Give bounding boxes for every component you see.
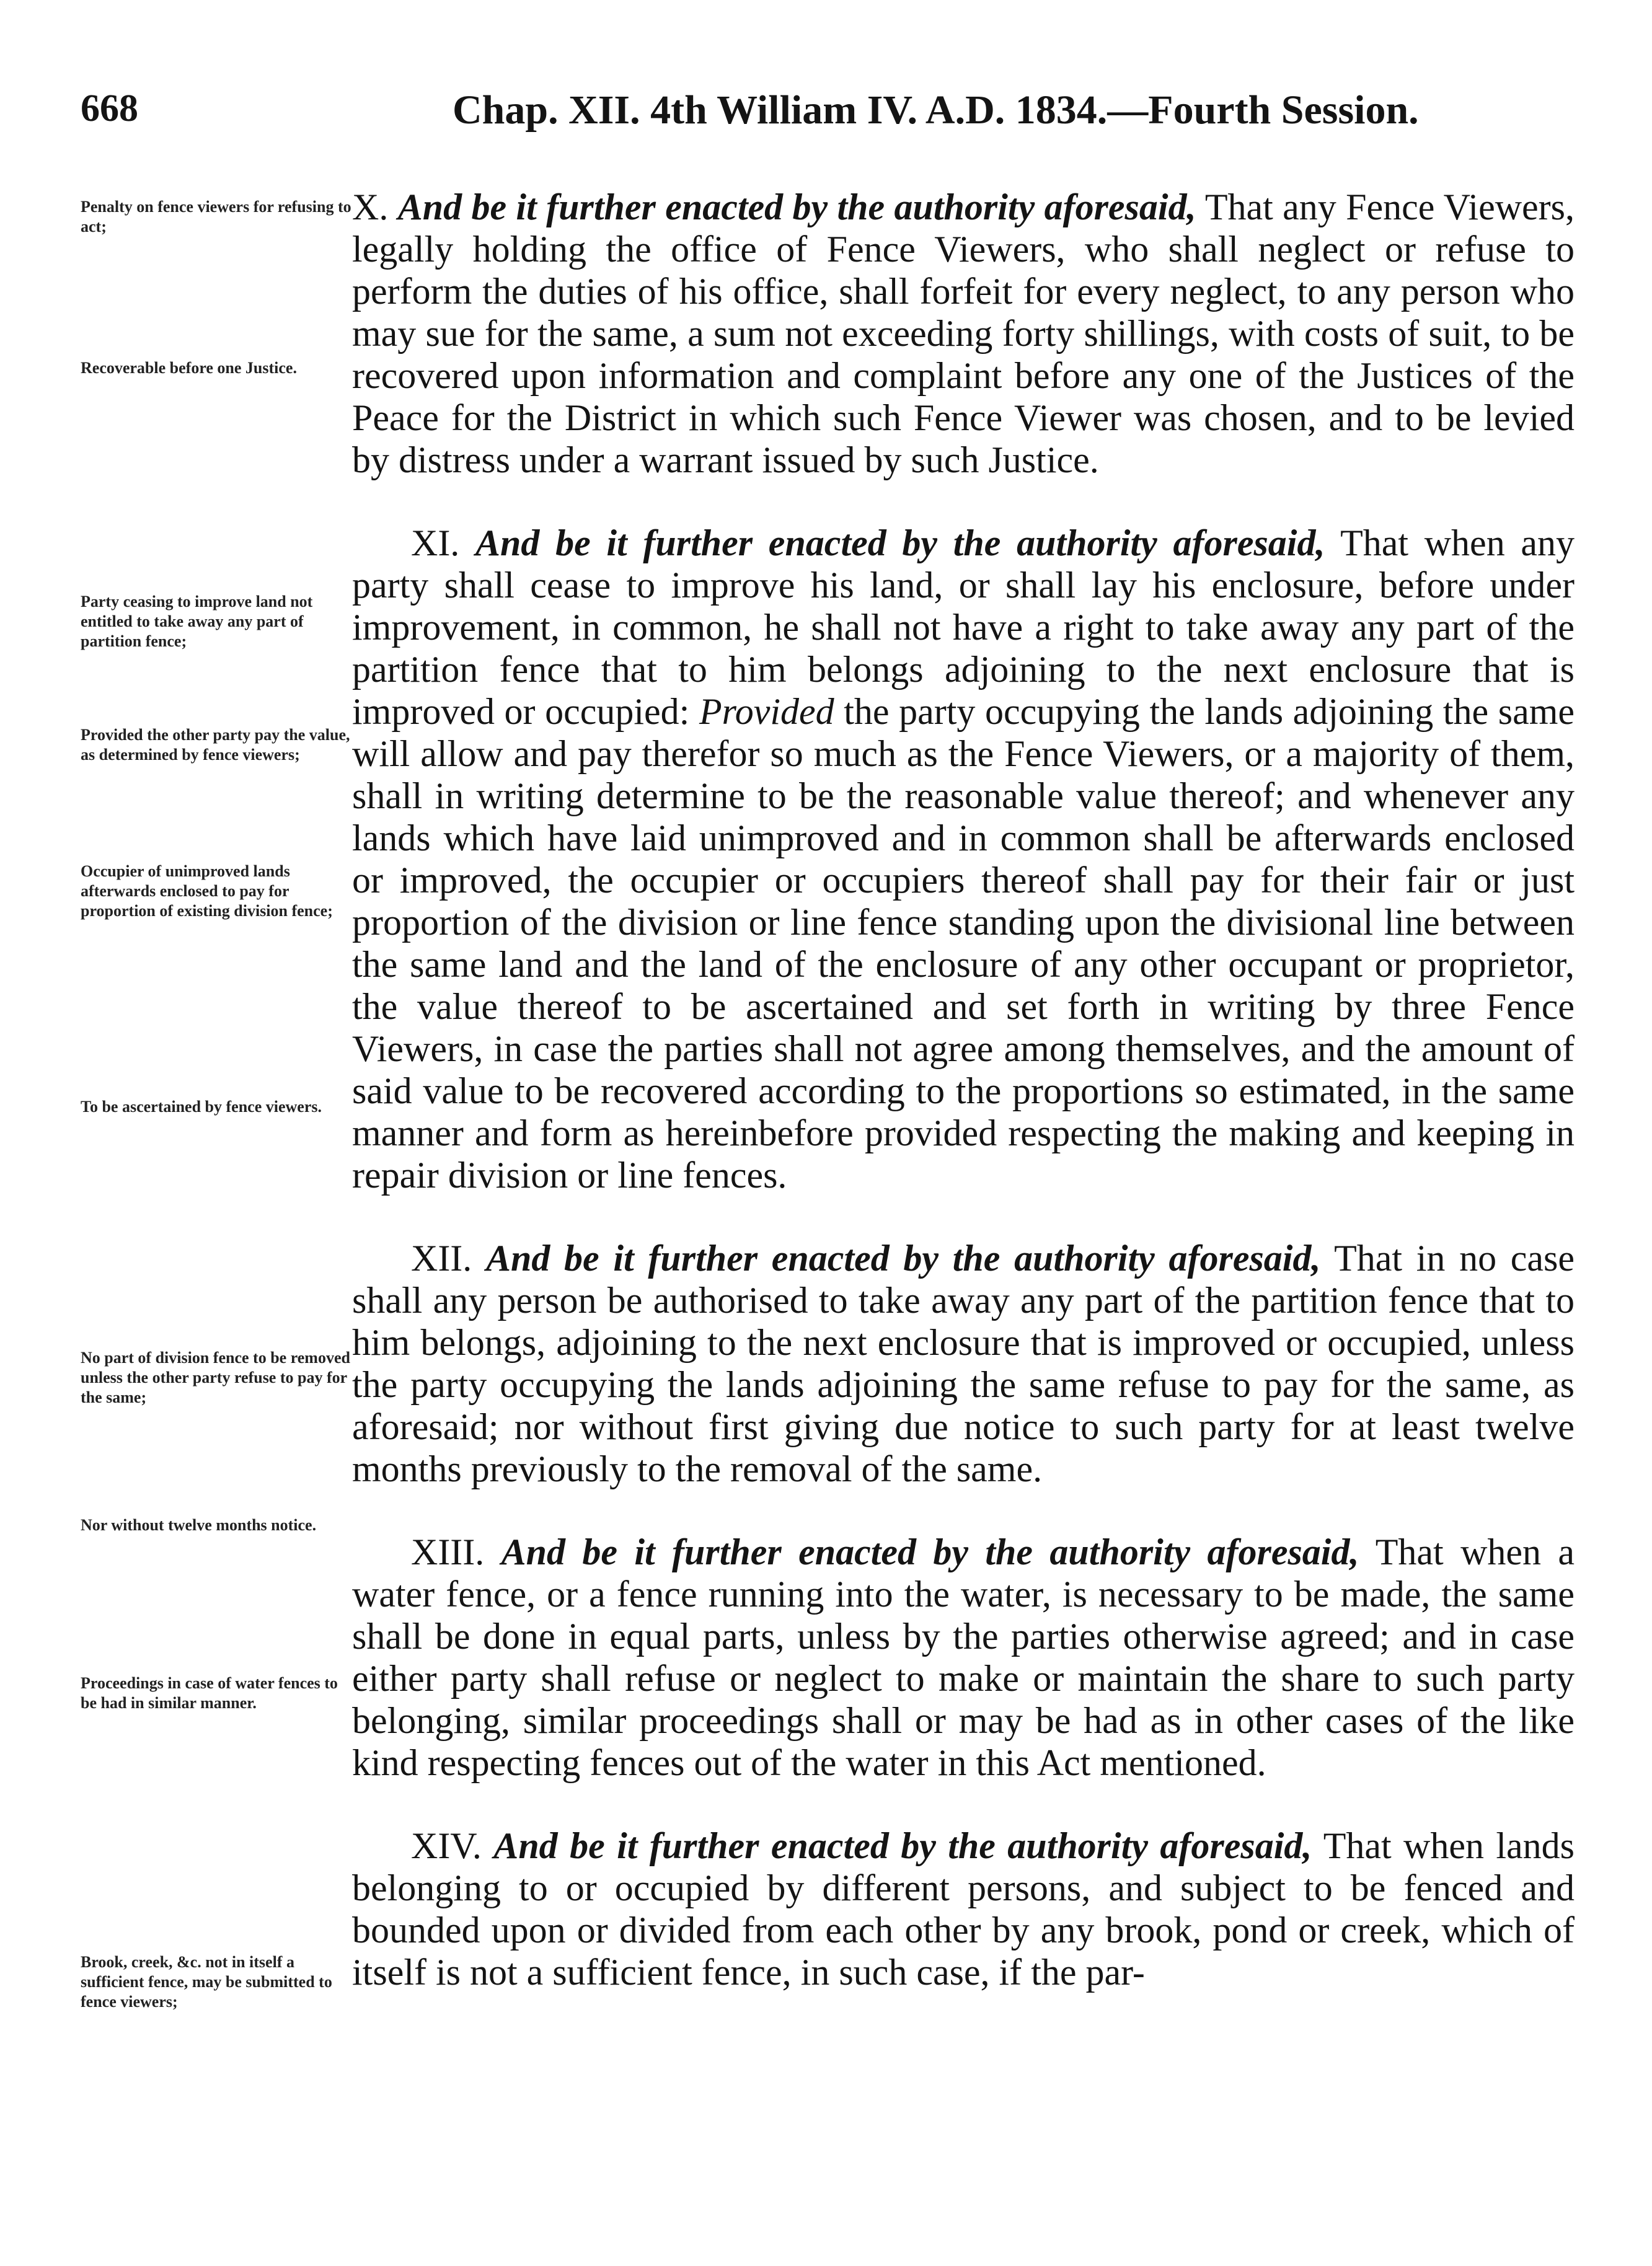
section-text-continued: the party occupying the lands adjoining the same will allow and pay therefor so much as the Fence Viewers, or a majority of them, shall in writing determine to be the reasonable value thereof; and whenever any lands which have laid unimproved and in common shall be afterwards enclosed or improved, the occupier or occupiers thereof shall pay for their fair or just proportion of the division or line fence standing upon the divisional line between the same land and the land of the enclosure of any other occupant or proprietor, the value thereof to be ascertained and set forth in writing by three Fence Viewers, in case the parties shall not agree among themselves, and the amount of said value to be recovered according to the proportions so estimated, in the same manner and form as hereinbefore provided respecting the making and keeping in repair division or line fences.: [352, 691, 1575, 1196]
enacting-clause: And be it further enacted by the authority aforesaid,: [475, 522, 1325, 563]
margin-note: To be ascertained by fence viewers.: [81, 1098, 322, 1116]
section-number: XI.: [411, 522, 460, 563]
section-x: [352, 186, 1575, 481]
running-head: Chap. XII. 4th William IV. A.D. 1834.—Fourth Session.: [453, 87, 1419, 133]
section-xi: [352, 522, 1575, 1196]
section-number: XIII.: [411, 1532, 485, 1572]
enacting-clause: And be it further enacted by the authority aforesaid,: [501, 1532, 1359, 1572]
margin-note: No part of division fence to be removed unless the other party refuse to pay for the same;: [81, 1349, 350, 1406]
margin-notes: [81, 0, 353, 2266]
margin-note: Proceedings in case of water fences to be had in similar manner.: [81, 1674, 338, 1712]
enacting-clause: And be it further enacted by the authority aforesaid,: [397, 187, 1196, 227]
margin-note: Recoverable before one Justice.: [81, 359, 297, 377]
enacting-clause: And be it further enacted by the authority aforesaid,: [485, 1238, 1321, 1279]
section-number: XII.: [411, 1238, 472, 1279]
section-text: That when lands belonging to or occupied by different persons, and subject to be fenced and bounded upon or divided from each other by any brook, pond or creek, which of itself is not a sufficient fence, in such case, if the par-: [352, 1825, 1575, 1993]
margin-note: Nor without twelve months notice.: [81, 1516, 317, 1534]
statute-body: [352, 186, 1575, 1993]
section-xiv: [352, 1825, 1575, 1993]
margin-note: Provided the other party pay the value, as determined by fence viewers;: [81, 726, 350, 764]
section-number: XIV.: [411, 1825, 482, 1866]
section-text: That when a water fence, or a fence running into the water, is necessary to be made, the same shall be done in equal parts, unless by the parties otherwise agreed; and in case either party shall refuse or neglect to make or maintain the share to such party belonging, similar proceedings shall or may be had as in other cases of the like kind respecting fences out of the water in this Act mentioned.: [352, 1532, 1575, 1783]
section-text: That any Fence Viewers, legally holding the office of Fence Viewers, who shall neglect or refuse to perform the duties of his office, shall forfeit for every neglect, to any person who may sue for the same, a sum not exceeding forty shillings, with costs of suit, to be recovered upon information and complaint before any one of the Justices of the Peace for the District in which such Fence Viewer was chosen, and to be levied by distress under a warrant issued by such Justice.: [352, 187, 1575, 480]
margin-note: Occupier of unimproved lands afterwards enclosed to pay for proportion of existing division fence;: [81, 862, 333, 920]
margin-note: Penalty on fence viewers for refusing to act;: [81, 198, 351, 236]
section-xiii: [352, 1531, 1575, 1784]
enacting-clause: And be it further enacted by the authority aforesaid,: [493, 1825, 1312, 1866]
margin-note: Party ceasing to improve land not entitled to take away any part of partition fence;: [81, 593, 313, 650]
section-text: That in no case shall any person be authorised to take away any part of the partition fence that to him belongs, adjoining to the next enclosure that is improved or occupied, unless the party occupying the lands adjoining the same refuse to pay for the same, as aforesaid; nor without first giving due notice to such party for at least twelve months previously to the removal of the same.: [352, 1238, 1575, 1489]
section-xii: [352, 1237, 1575, 1490]
margin-note: Brook, creek, &c. not in itself a sufficient fence, may be submitted to fence viewers;: [81, 1953, 332, 2011]
section-number: X.: [352, 187, 389, 227]
section-text: That when any party shall cease to improve his land, or shall lay his enclosure, before under improvement, in common, he shall not have a right to take away any part of the partition fence that to him belongs adjoining to the next enclosure that is improved or occupied:: [352, 522, 1575, 732]
page-number: 668: [81, 87, 138, 130]
proviso-word: Provided: [699, 691, 834, 732]
